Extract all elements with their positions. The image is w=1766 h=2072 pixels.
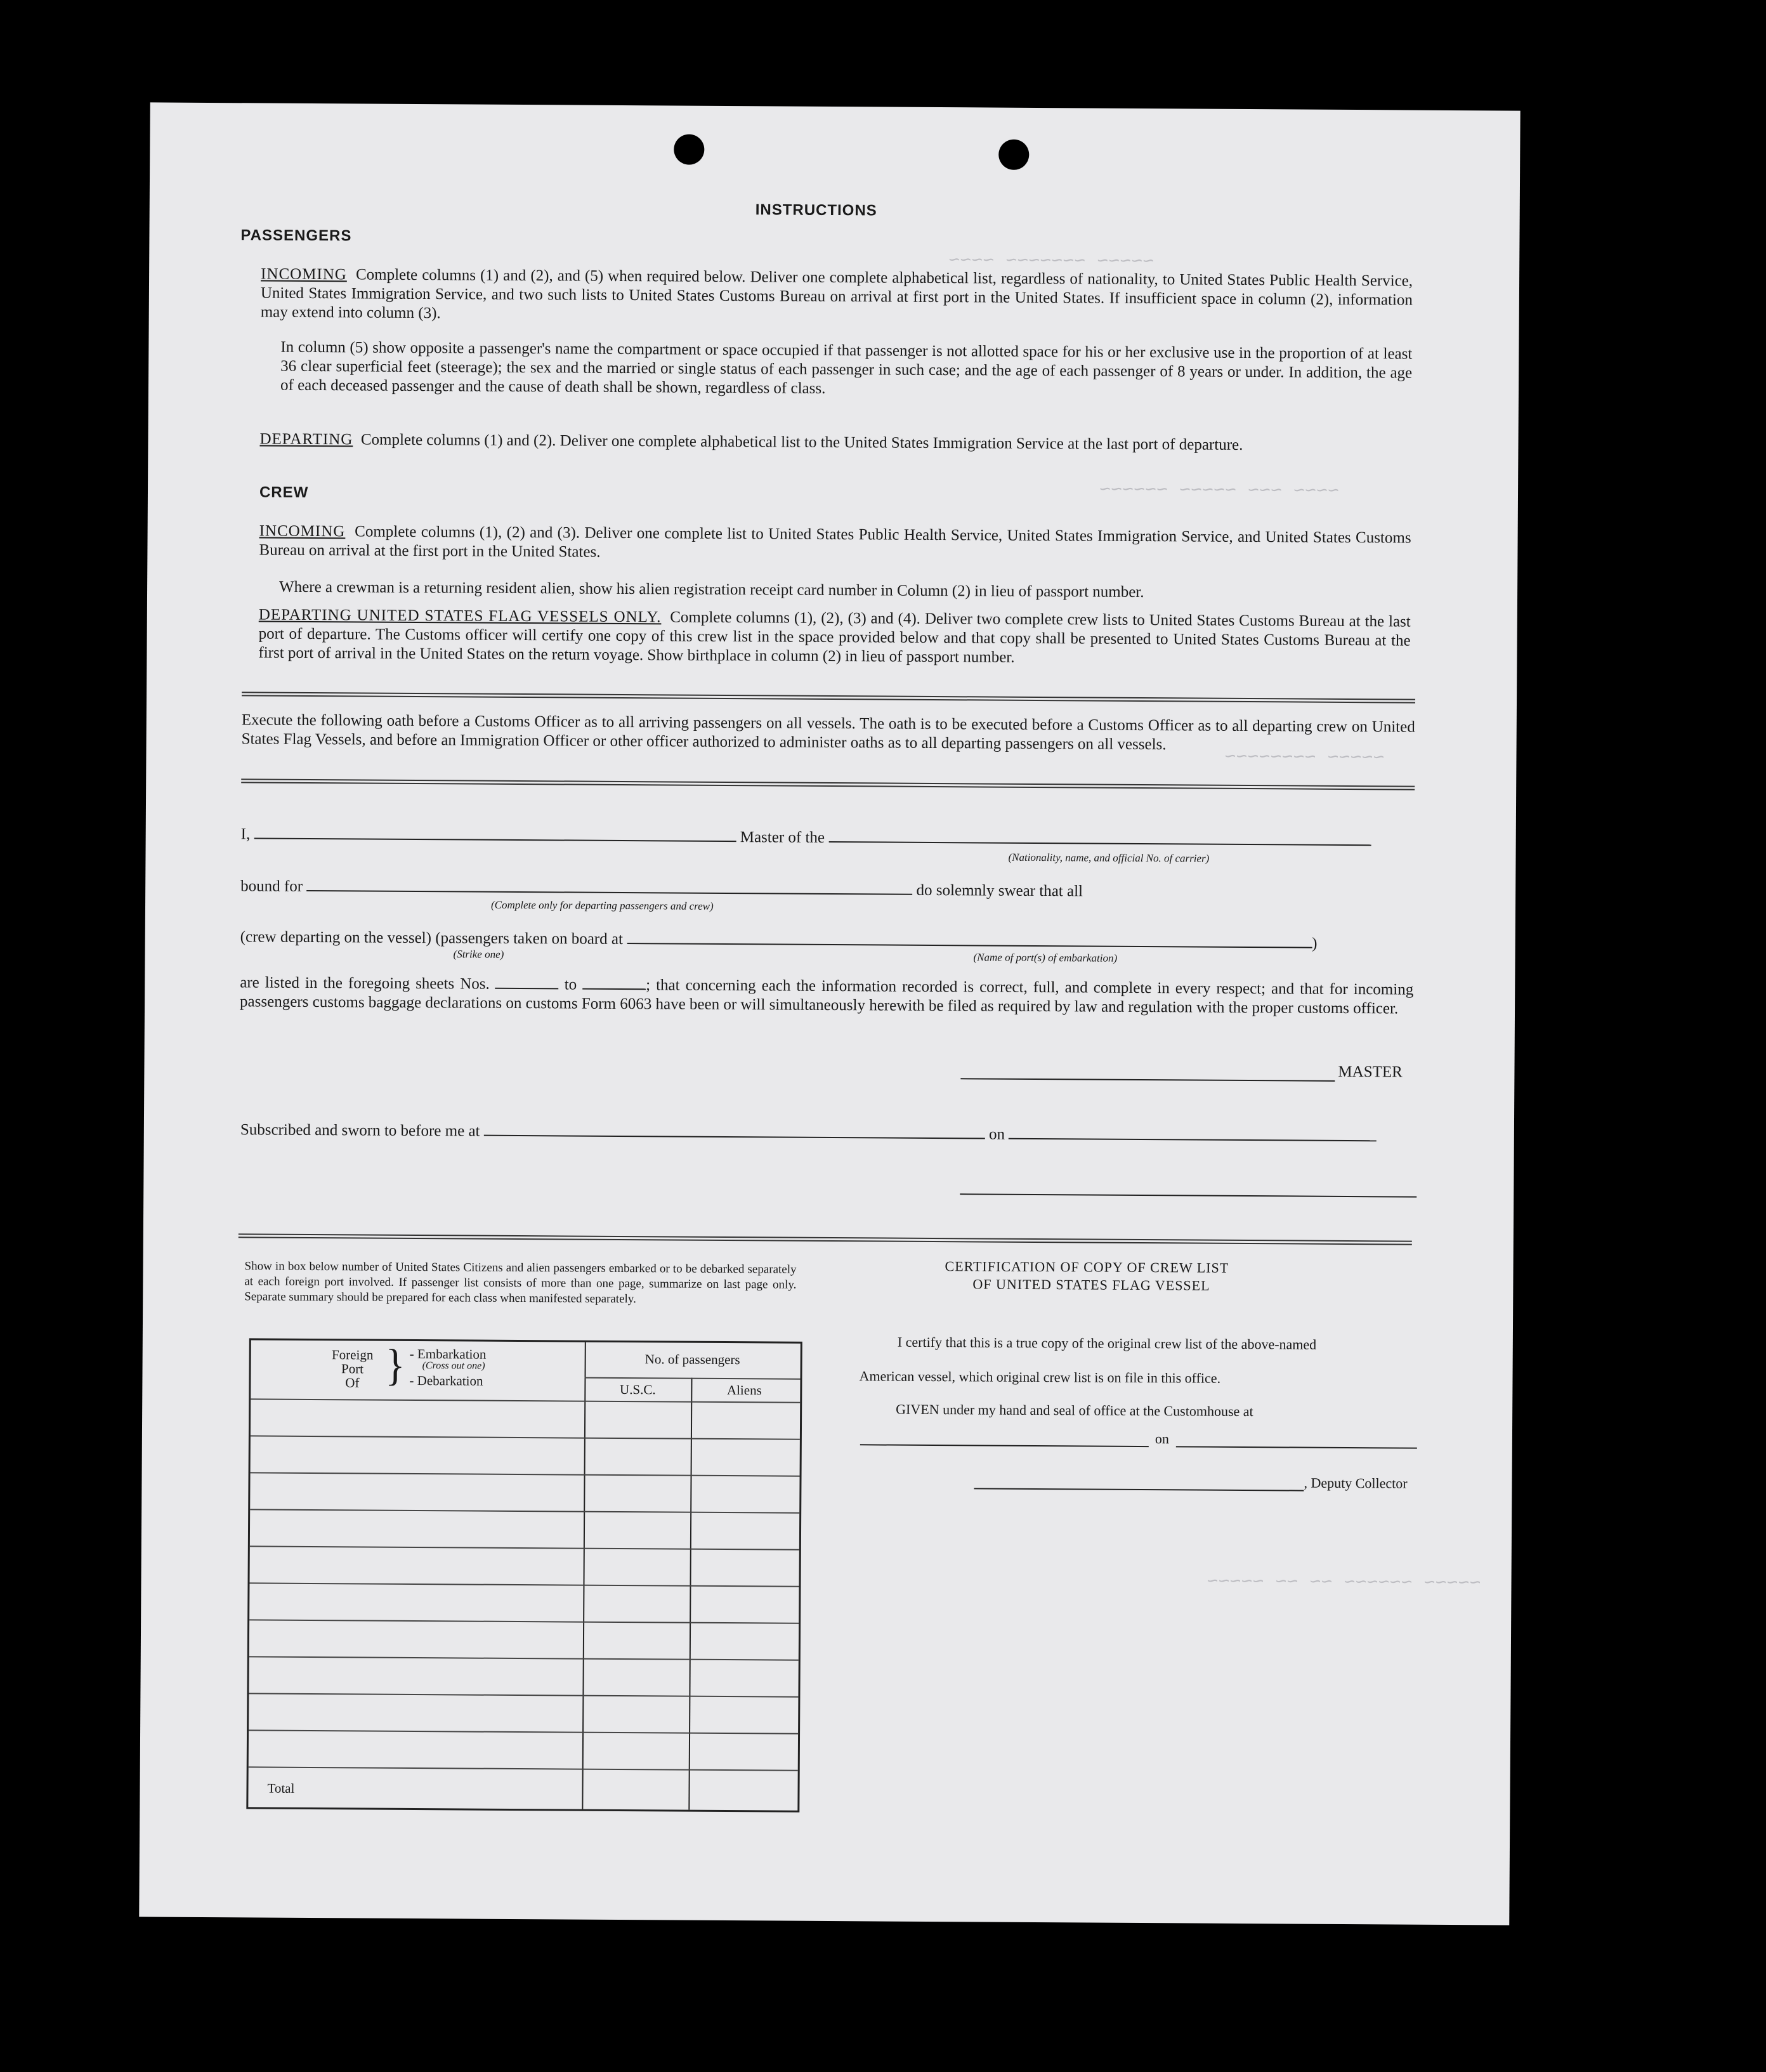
departing-text: Complete columns (1) and (2). Deliver one complete alphabetical list to the United States Immigration Service at the last port of departure. — [360, 431, 1243, 454]
bound-for-hint: (Complete only for departing passengers and crew) — [490, 898, 714, 912]
cert-on-label: on — [1154, 1431, 1169, 1447]
usc-header: U.S.C. — [619, 1381, 656, 1398]
certification-heading-1: CERTIFICATION OF COPY OF CREW LIST — [945, 1258, 1229, 1276]
listed-pre-text: are listed in the foregoing sheets Nos. — [240, 974, 490, 993]
debarkation-label: - Debarkation — [409, 1372, 483, 1389]
table-divider — [584, 1377, 800, 1380]
resident-alien-text: Where a crewman is a returning resident alien, show his alien registration receipt card number in Column (2) in lieu of passport number. — [279, 578, 1144, 601]
oath-intro-text: Execute the following oath before a Customs Officer as to all arriving passengers on all vessels. The oath is to be executed before a Customs Officer as to all departing crew on United States Flag Vessels, and before an Immigration Officer or other officer authorized to administer oaths as to all departing passengers on all vessels. — [241, 711, 1415, 754]
table-row — [249, 1693, 798, 1697]
passengers-heading: PASSENGERS — [240, 226, 352, 245]
table-divider — [688, 1378, 692, 1810]
i-label: I, — [240, 825, 251, 843]
column-5-text: In column (5) show opposite a passenger's name the compartment or space occupied if that passenger is not allotted space for his or her exclusive use in the proportion of at least 36 clear superficial feet (steerage); the sex and the married or single status of each passenger in such case; and the age of each passenger of 8 years or under. In addition, the age of each deceased passenger and the cause of death shall be shown, regardless of class. — [280, 338, 1413, 397]
total-label: Total — [267, 1780, 295, 1796]
bleed-through-text: ~~~~~~~~ ~~~~~ — [1224, 743, 1385, 766]
embarkation-hint: (Name of port(s) of embarkation) — [973, 951, 1118, 964]
master-label: MASTER — [1338, 1063, 1403, 1081]
cross-out-label: (Cross out one) — [422, 1360, 485, 1372]
summary-instructions: Show in box below number of United States Citizens and alien passengers embarked or to be debarked separately at each foreign port involved. If passenger list consists of more than one page, summarize on last page only. Separate summary should be prepared for each class when manifested separately. — [244, 1259, 797, 1306]
of-label: Of — [345, 1375, 360, 1391]
crew-incoming-paragraph — [259, 521, 1411, 567]
table-row — [250, 1509, 799, 1513]
listed-paragraph — [240, 972, 1413, 1018]
table-row — [251, 1472, 800, 1476]
passengers-incoming-paragraph — [261, 265, 1413, 329]
port-label: Port — [341, 1361, 364, 1377]
table-row — [250, 1545, 799, 1550]
crew-heading: CREW — [259, 483, 309, 501]
resident-alien-paragraph — [279, 578, 1411, 604]
crew-departing-text: Complete columns (1), (2), (3) and (4). Deliver two complete crew lists to United States Customs Bureau at the last port of departure. The Customs officer will certify one copy of this crew list in the space provided below and that copy shall be presented to United States Customs Bureau at the first port of arrival in the United States on the return voyage. Show birthplace in column (2) in lieu of passport number. — [258, 608, 1411, 666]
bound-for-label: bound for — [240, 877, 303, 895]
table-divider — [582, 1342, 585, 1809]
subscribed-place-field[interactable] — [484, 1121, 985, 1139]
incoming-label: INCOMING — [261, 265, 347, 284]
embarkation-line — [240, 926, 1420, 954]
table-row — [249, 1766, 798, 1771]
sheet-from-field[interactable] — [495, 974, 559, 990]
carrier-hint: (Nationality, name, and official No. of carrier) — [1008, 851, 1210, 865]
customhouse-field[interactable] — [860, 1444, 1149, 1447]
strike-one-hint: (Strike one) — [453, 948, 504, 961]
sheet-to-field[interactable] — [582, 974, 646, 990]
bound-for-line — [240, 875, 1128, 902]
embarkation-port-field[interactable] — [627, 929, 1312, 948]
table-row — [249, 1656, 799, 1660]
table-row — [249, 1582, 799, 1587]
crew-departing-text-line: (crew departing on the vessel) (passengers taken on board at — [240, 928, 624, 948]
listed-post-text: ; that concerning each the information recorded is correct, full, and complete in every respect; and that for incoming passengers customs baggage declarations on customs Form 6063 have been or will simultaneously herewith be filed as required by law and regulation with the proper customs officer. — [240, 976, 1414, 1018]
foreign-label: Foreign — [331, 1347, 374, 1363]
section-divider — [242, 692, 1415, 703]
master-signature-line[interactable] — [960, 1078, 1335, 1082]
punch-hole-left — [674, 134, 704, 164]
crew-incoming-text: Complete columns (1), (2) and (3). Deliver one complete list to United States Public Health Service, United States Immigration Service, and United States Customs Bureau on arrival at the first port in the United States. — [259, 523, 1411, 561]
bleed-through-text: ~~~~~ ~~ ~~ ~~~~~~ ~~~~~ — [1207, 1568, 1481, 1592]
embarkation-label: - Embarkation — [409, 1346, 487, 1362]
table-divider — [251, 1398, 800, 1403]
subscribed-date-field[interactable] — [1009, 1124, 1377, 1142]
table-row — [249, 1619, 799, 1623]
oath-intro-paragraph — [242, 711, 1415, 756]
passengers-departing-paragraph — [259, 429, 1411, 456]
certify-text-1: I certify that this is a true copy of the original crew list of the above-named — [897, 1334, 1317, 1353]
deputy-collector-label: , Deputy Collector — [1304, 1474, 1408, 1492]
swear-text: do solemnly swear that all — [916, 881, 1083, 900]
master-name-field[interactable] — [254, 823, 736, 842]
crew-incoming-label: INCOMING — [259, 522, 346, 541]
brace-symbol: } — [385, 1340, 405, 1390]
oath-on-label: on — [988, 1125, 1005, 1143]
table-row — [251, 1435, 800, 1439]
section-divider — [239, 1233, 1412, 1245]
aliens-header: Aliens — [726, 1382, 762, 1398]
table-row — [249, 1729, 798, 1734]
certify-text-2: American vessel, which original crew list is on file in this office. — [859, 1368, 1221, 1386]
incoming-text: Complete columns (1) and (2), and (5) when required below. Deliver one complete alphabetical list, regardless of nationality, to United States Public Health Service, United States Immigration Service, and two such lists to United States Customs Bureau on arrival at first port in the United States. If insufficient space in column (2), information may extend into column (3). — [260, 266, 1413, 322]
page-title: INSTRUCTIONS — [755, 201, 877, 220]
close-paren: ) — [1312, 934, 1318, 952]
certification-heading-2: OF UNITED STATES FLAG VESSEL — [972, 1276, 1210, 1294]
cert-date-field[interactable] — [1176, 1446, 1417, 1448]
subscribed-line — [240, 1119, 1427, 1146]
passenger-summary-table — [246, 1338, 802, 1812]
oath-i-line — [241, 823, 1421, 851]
master-of-label: Master of the — [740, 829, 825, 846]
crew-departing-paragraph — [258, 605, 1411, 669]
given-text: GIVEN under my hand and seal of office at the Customhouse at — [896, 1401, 1253, 1420]
carrier-field[interactable] — [828, 827, 1371, 846]
no-passengers-header: No. of passengers — [644, 1351, 740, 1368]
bound-for-field[interactable] — [306, 876, 912, 895]
subscribed-label: Subscribed and sworn to before me at — [240, 1121, 480, 1140]
crew-departing-label: DEPARTING UNITED STATES FLAG VESSELS ONLY. — [258, 606, 662, 626]
column-5-paragraph — [280, 338, 1413, 402]
departing-label: DEPARTING — [259, 430, 353, 449]
punch-hole-right — [998, 140, 1029, 170]
deputy-signature-line[interactable] — [974, 1488, 1304, 1491]
officer-signature-line[interactable] — [960, 1193, 1416, 1197]
to-label: to — [564, 976, 577, 993]
bleed-through-text: ~~~~~~ ~~~~~ ~~~ ~~~~ — [1099, 476, 1340, 499]
form-sheet — [139, 102, 1520, 1925]
section-divider — [241, 778, 1415, 790]
bleed-through-text: ~~~~ ~~~~~~~ ~~~~~ — [948, 247, 1154, 270]
